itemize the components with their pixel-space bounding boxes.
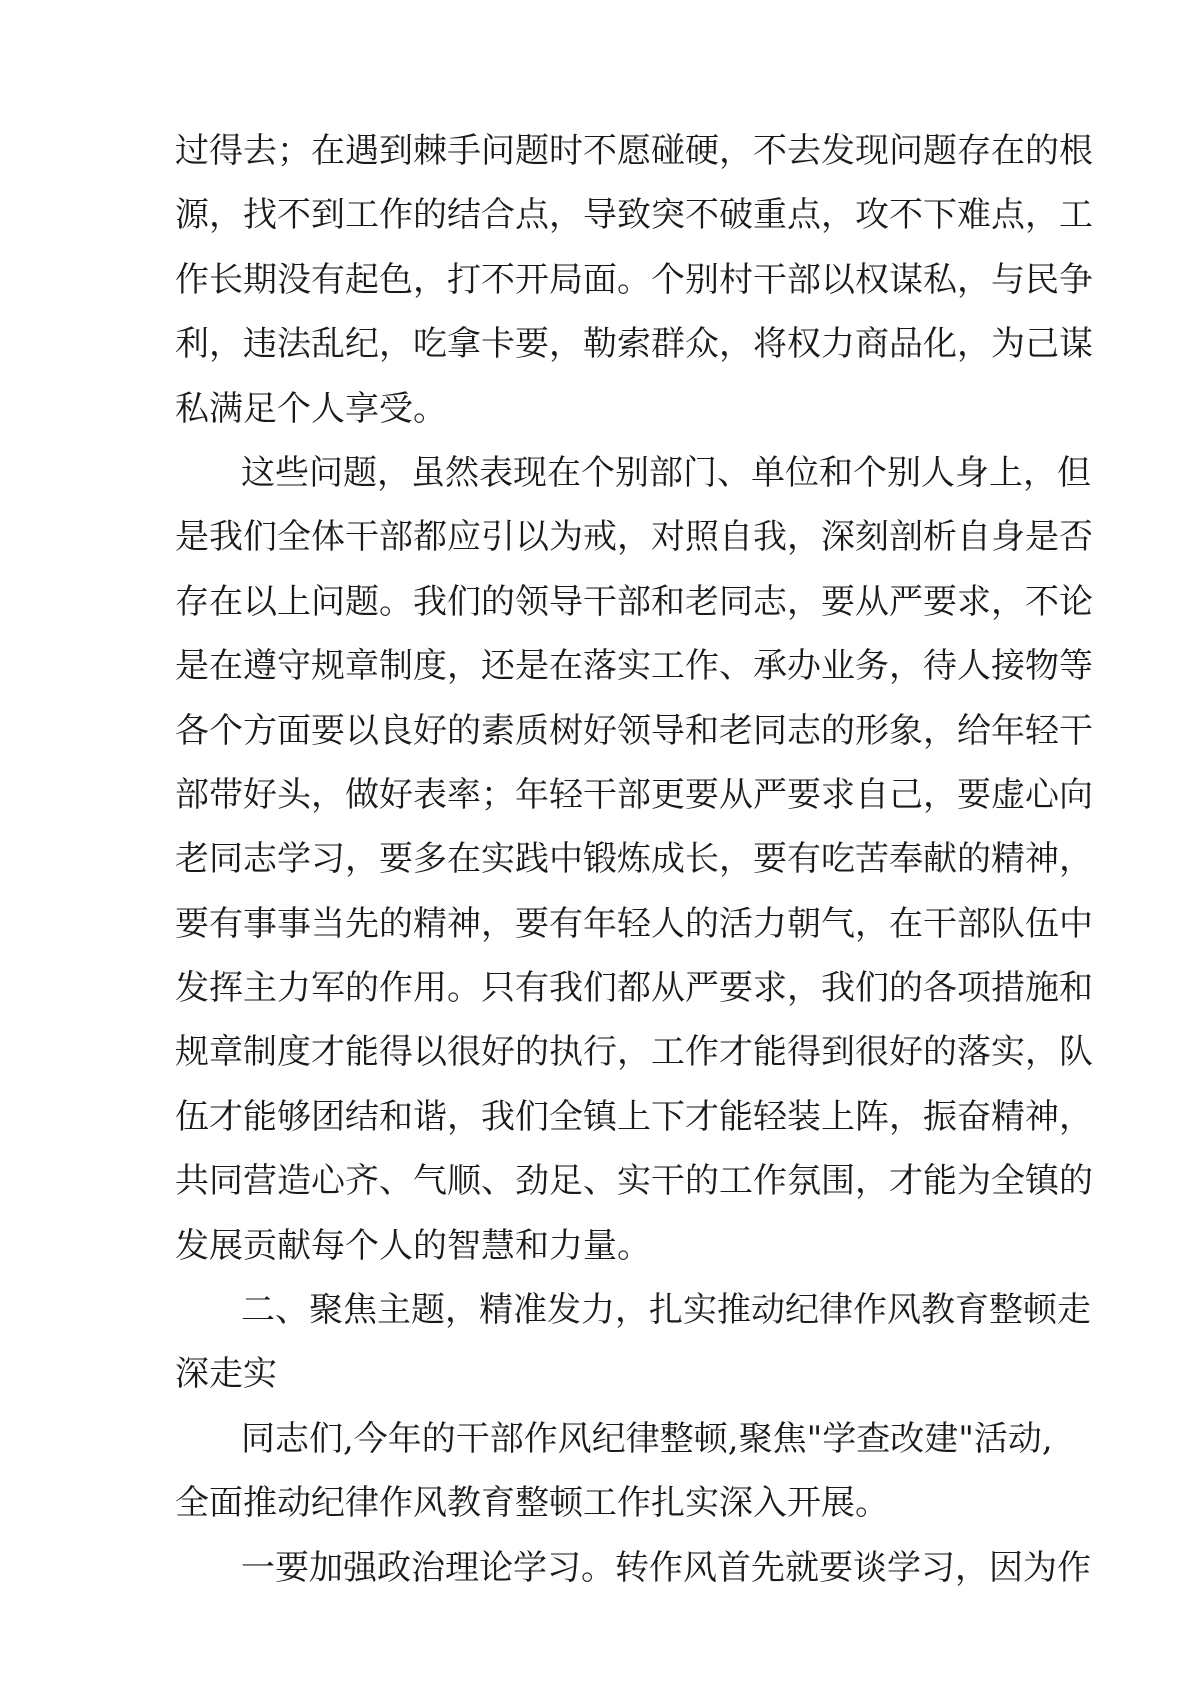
text-line: 源，找不到工作的结合点，导致突不破重点，攻不下难点，工 [175,195,1093,236]
text-line: 共同营造心齐、气顺、劲足、实干的工作氛围，才能为全镇的 [175,1161,1093,1202]
text-line: 老同志学习，要多在实践中锻炼成长，要有吃苦奉献的精神， [175,839,1093,880]
text-line: 发展贡献每个人的智慧和力量。 [175,1225,651,1266]
section-heading-line: 深走实 [175,1354,277,1395]
text-line: 这些问题，虽然表现在个别部门、单位和个别人身上，但 [241,452,1091,493]
text-line: 同志们,今年的干部作风纪律整顿,聚焦"学查改建"活动, [241,1418,1053,1459]
text-line: 全面推动纪律作风教育整顿工作扎实深入开展。 [175,1483,889,1524]
text-line: 是我们全体干部都应引以为戒，对照自我，深刻剖析自身是否 [175,517,1093,558]
text-line: 私满足个人享受。 [175,388,447,429]
text-line: 伍才能够团结和谐，我们全镇上下才能轻装上阵，振奋精神， [175,1096,1093,1137]
text-line: 存在以上问题。我们的领导干部和老同志，要从严要求，不论 [175,581,1093,622]
document-body [175,119,1093,1600]
text-line: 是在遵守规章制度，还是在落实工作、承办业务，待人接物等 [175,646,1093,687]
section-heading-line: 二、聚焦主题，精准发力，扎实推动纪律作风教育整顿走 [241,1290,1091,1331]
text-line: 发挥主力军的作用。只有我们都从严要求，我们的各项措施和 [175,968,1093,1009]
text-line: 各个方面要以良好的素质树好领导和老同志的形象，给年轻干 [175,710,1093,751]
text-line: 部带好头，做好表率；年轻干部更要从严要求自己，要虚心向 [175,774,1093,815]
text-line: 一要加强政治理论学习。转作风首先就要谈学习，因为作 [241,1547,1091,1588]
text-line: 利，违法乱纪，吃拿卡要，勒索群众，将权力商品化，为己谋 [175,324,1093,365]
text-line: 规章制度才能得以很好的执行，工作才能得到很好的落实，队 [175,1032,1093,1073]
text-line: 过得去；在遇到棘手问题时不愿碰硬，不去发现问题存在的根 [175,131,1093,171]
text-line: 作长期没有起色，打不开局面。个别村干部以权谋私，与民争 [175,259,1093,300]
text-line: 要有事事当先的精神，要有年轻人的活力朝气，在干部队伍中 [175,903,1093,944]
